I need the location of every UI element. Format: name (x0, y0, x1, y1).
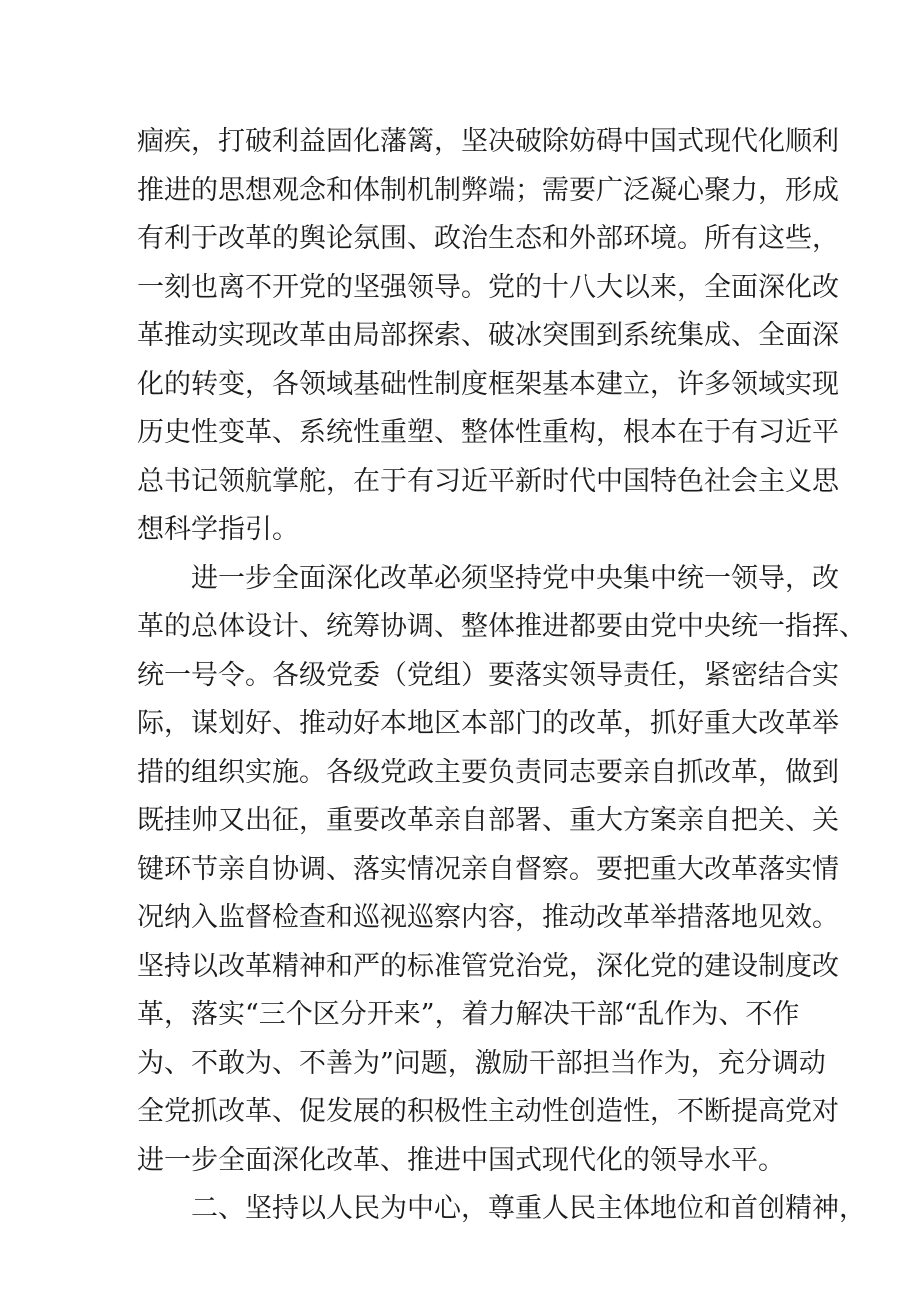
paragraph-line: 既挂帅又出征，重要改革亲自部署、重大方案亲自把关、关 (137, 805, 839, 836)
paragraph-line: 一刻也离不开党的坚强领导。党的十八大以来，全面深化改 (137, 271, 839, 303)
paragraph-line: 革的总体设计、统筹协调、整体推进都要由党中央统一指挥、 (137, 611, 866, 642)
paragraph-line: 痼疾，打破利益固化藩篱，坚决破除妨碍中国式现代化顺利 (137, 126, 839, 157)
paragraph-line: 想科学指引。 (137, 514, 299, 545)
paragraph-line: 统一号令。各级党委（党组）要落实领导责任，紧密结合实 (137, 659, 839, 691)
paragraph-line: 际，谋划好、推动好本地区本部门的改革，抓好重大改革举 (137, 708, 839, 739)
paragraph-3 (137, 1185, 866, 1234)
paragraph-line: 总书记领航掌舵，在于有习近平新时代中国特色社会主义思 (137, 465, 839, 497)
paragraph-line: 全党抓改革、促发展的积极性主动性创造性，不断提高党对 (137, 1096, 839, 1127)
paragraph-line: 革，落实“三个区分开来”，着力解决干部“乱作为、不作 (137, 999, 800, 1030)
paragraph-1 (137, 118, 839, 555)
paragraph-line: 化的转变，各领域基础性制度框架基本建立，许多领域实现 (137, 368, 839, 400)
paragraph-line: 有利于改革的舆论氛围、政治生态和外部环境。所有这些， (137, 223, 839, 254)
paragraph-line: 坚持以改革精神和严的标准管党治党，深化党的建设制度改 (137, 950, 839, 982)
paragraph-line: 键环节亲自协调、落实情况亲自督察。要把重大改革落实情 (137, 853, 839, 885)
paragraph-line: 推进的思想观念和体制机制弊端；需要广泛凝心聚力，形成 (137, 174, 839, 206)
paragraph-line: 革推动实现改革由局部探索、破冰突围到系统集成、全面深 (137, 320, 839, 351)
paragraph-line-first: 进一步全面深化改革必须坚持党中央集中统一领导，改 (191, 562, 839, 594)
paragraph-line: 历史性变革、系统性重塑、整体性重构，根本在于有习近平 (137, 417, 839, 448)
paragraph-line: 进一步全面深化改革、推进中国式现代化的领导水平。 (137, 1144, 785, 1176)
paragraph-line: 为、不敢为、不善为”问题，激励干部担当作为，充分调动 (137, 1047, 826, 1079)
paragraph-line: 况纳入监督检查和巡视巡察内容，推动改革举措落地见效。 (137, 902, 839, 933)
section-heading-line: 二、坚持以人民为中心，尊重人民主体地位和首创精神， (191, 1193, 866, 1224)
document-body (137, 118, 866, 1234)
paragraph-line: 措的组织实施。各级党政主要负责同志要亲自抓改革，做到 (137, 756, 839, 788)
paragraph-2 (137, 555, 866, 1186)
